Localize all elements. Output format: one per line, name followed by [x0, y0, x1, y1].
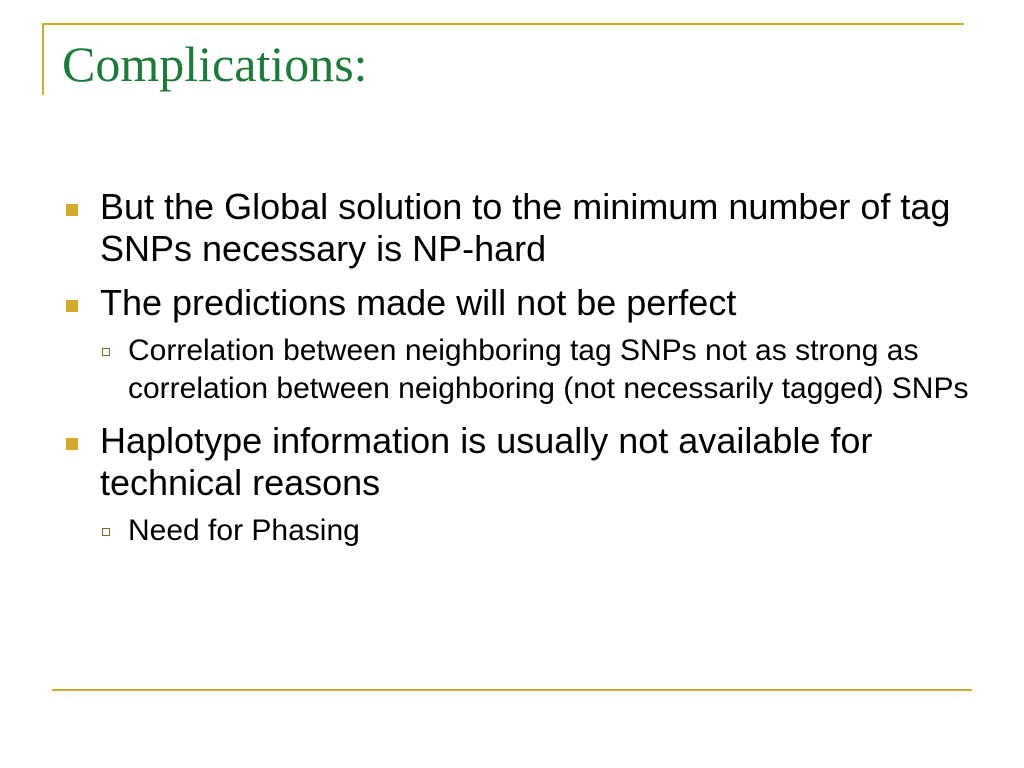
sub-bullet-item: [102, 512, 976, 550]
bullet-item: [66, 186, 976, 270]
hollow-square-bullet-icon: [102, 348, 110, 356]
sub-bullet-text: Correlation between neighboring tag SNPs not as strong as correlation between neighboring (not necessarily tagged) SNPs: [128, 334, 969, 405]
hollow-square-bullet-icon: [102, 528, 110, 536]
sub-bullet-list: [102, 512, 976, 550]
frame-left-line: [42, 23, 44, 95]
bullet-item: [66, 282, 976, 324]
filled-square-bullet-icon: [66, 438, 78, 450]
slide-content: [66, 186, 976, 550]
bullet-text: Haplotype information is usually not available for technical reasons: [100, 420, 873, 503]
sub-bullet-list: [102, 332, 976, 408]
slide-title: Complications:: [62, 36, 368, 92]
sub-bullet-item: [102, 332, 976, 408]
bullet-text: But the Global solution to the minimum number of tag SNPs necessary is NP-hard: [100, 186, 951, 269]
sub-bullet-text: Need for Phasing: [128, 514, 360, 547]
filled-square-bullet-icon: [66, 204, 78, 216]
filled-square-bullet-icon: [66, 300, 78, 312]
bullet-item: [66, 420, 976, 504]
frame-top-line: [42, 23, 964, 25]
bullet-text: The predictions made will not be perfect: [100, 282, 737, 323]
frame-bottom-line: [52, 689, 972, 691]
